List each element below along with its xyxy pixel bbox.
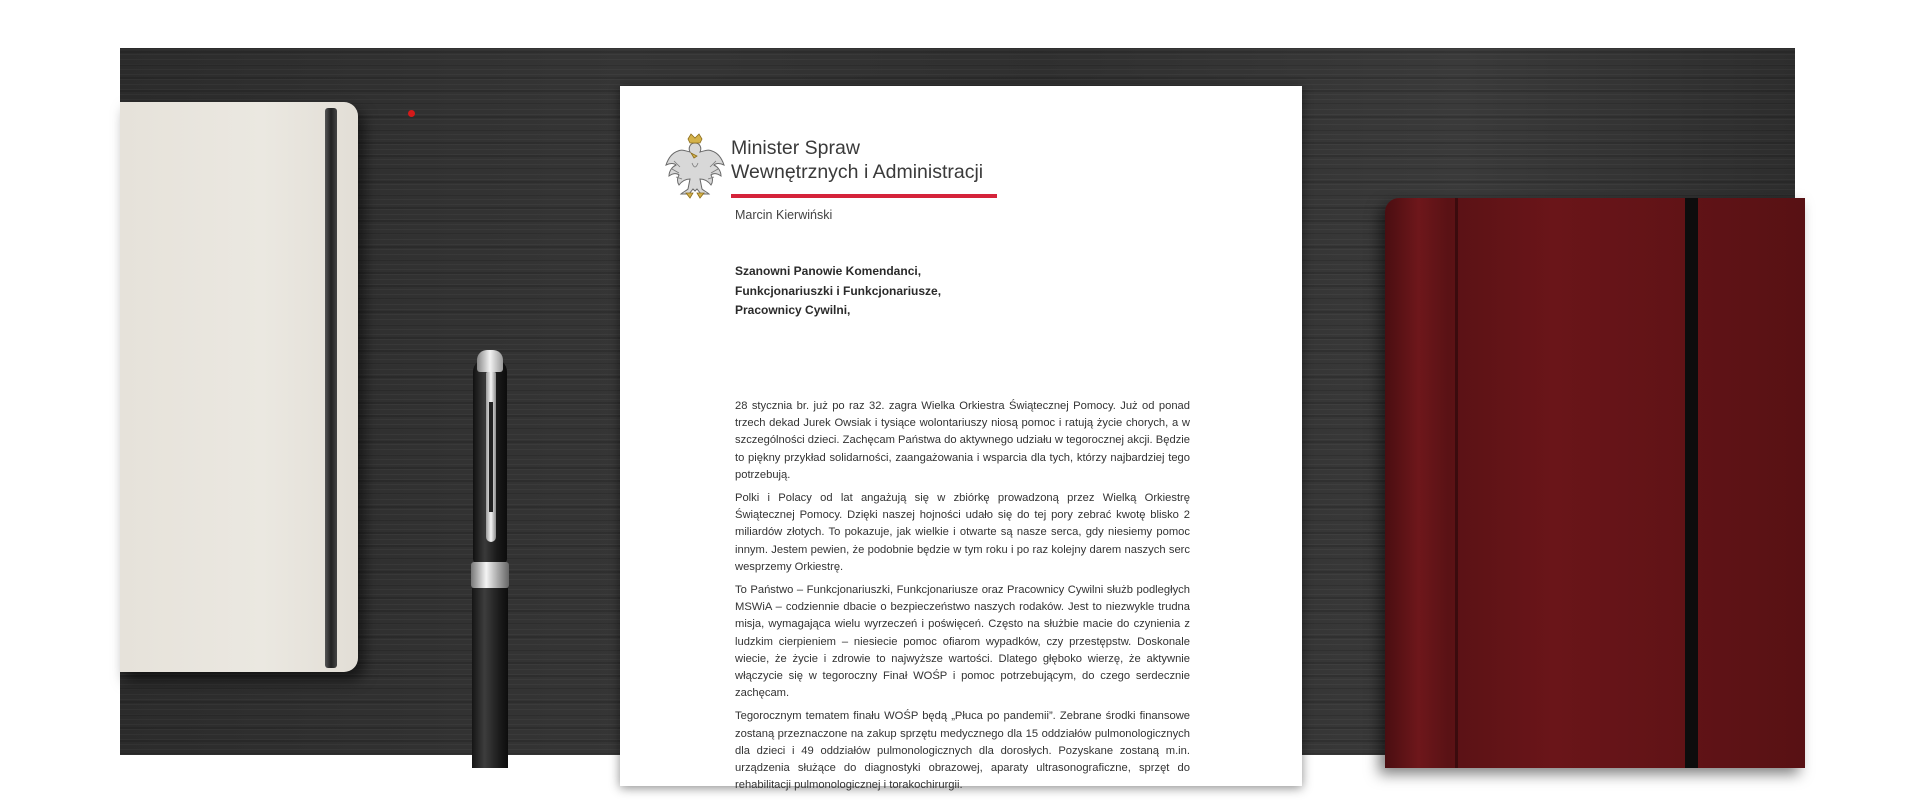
ministry-title-line2: Wewnętrznych i Administracji (731, 161, 984, 183)
red-binder (1385, 198, 1805, 768)
binder-crease (1455, 198, 1458, 768)
pen-body (472, 588, 508, 768)
letterhead-red-rule (731, 194, 997, 198)
notebook-elastic-band (325, 108, 337, 668)
letter-paragraph: 28 stycznia br. już po raz 32. zagra Wielka Orkiestra Świątecznej Pomocy. Już od ponad trzech dekad Jurek Owsiak i tysiące wolontariuszy niosą pomoc i ratują życie chorych, a w szczególności dzieci. Zachęcam Państwa do aktywnego udziału w tegorocznej akcji. Będzie to piękny przykład solidarności, zaangażowania i wsparcia dla tych, którzy najbardziej tego potrzebują. (735, 400, 1190, 481)
greeting-line: Szanowni Panowie Komendanci, (735, 264, 922, 278)
ministry-title (731, 136, 983, 184)
letter-greeting (735, 262, 941, 321)
notebook (120, 102, 358, 672)
pen-clip (486, 372, 496, 542)
pen-cap (473, 358, 507, 563)
letter-paragraph: Polki i Polacy od lat angażują się w zbiórkę prowadzoną przez Wielką Orkiestrę Świątecznej Pomocy. Dzięki naszej hojności udało się do tej pory zebrać kwotę blisko 2 miliardów złotych. To pokazuje, jak wielkie i otwarte są nasze serca, gdy niesiemy pomoc innym. Jestem pewien, że podobnie będzie w tym roku i po raz kolejny darem naszych serc wesprzemy Orkiestrę. (735, 492, 1190, 573)
pen-ring (471, 562, 509, 588)
minister-name: Marcin Kierwiński (735, 208, 833, 222)
ministry-title-line1: Minister Spraw (731, 137, 860, 159)
letter-page (620, 86, 1302, 792)
desk-photo (120, 48, 1795, 792)
fountain-pen (468, 358, 518, 758)
pen-cap-top (477, 350, 503, 372)
red-marker-dot (408, 110, 415, 117)
polish-eagle-emblem-icon (664, 131, 726, 199)
letter-body (735, 398, 1190, 800)
letter-paragraph: To Państwo – Funkcjonariuszki, Funkcjonariusze oraz Pracownicy Cywilni służb podległych MSWiA – codziennie dbacie o bezpieczeństwo naszych rodaków. Jest to niezwykle trudna misja, wymagająca wielu wyrzeczeń i poświęceń. Często na służbie macie do czynienia z ludzkim cierpieniem – niesiecie pomoc ofiarom wypadków, czy przestępstw. Doskonale wiecie, że życie i zdrowie to najwyższe wartości. Dlatego głęboko wierzę, że aktywnie włączycie się w tegoroczny Finał WOŚP i pomoc potrzebującym, do czego serdecznie zachęcam. (735, 584, 1190, 700)
greeting-line: Funkcjonariuszki i Funkcjonariusze, (735, 283, 942, 298)
letter-paragraph: Tegorocznym tematem finału WOŚP będą „Płuca po pandemii”. Zebrane środki finansowe zostaną przeznaczone na zakup sprzętu medycznego dla 15 oddziałów pulmonologicznych dla dzieci i 49 oddziałów pulmonologicznych dla dorosłych. Pozyskane zostaną m.in. urządzenia służące do diagnostyki obrazowej, aparaty ultrasonograficzne, sprzęt do rehabilitacji pulmonologicznej i torakochirurgii. (735, 710, 1190, 792)
binder-strap (1685, 198, 1698, 768)
greeting-line: Pracownicy Cywilni, (735, 303, 851, 317)
